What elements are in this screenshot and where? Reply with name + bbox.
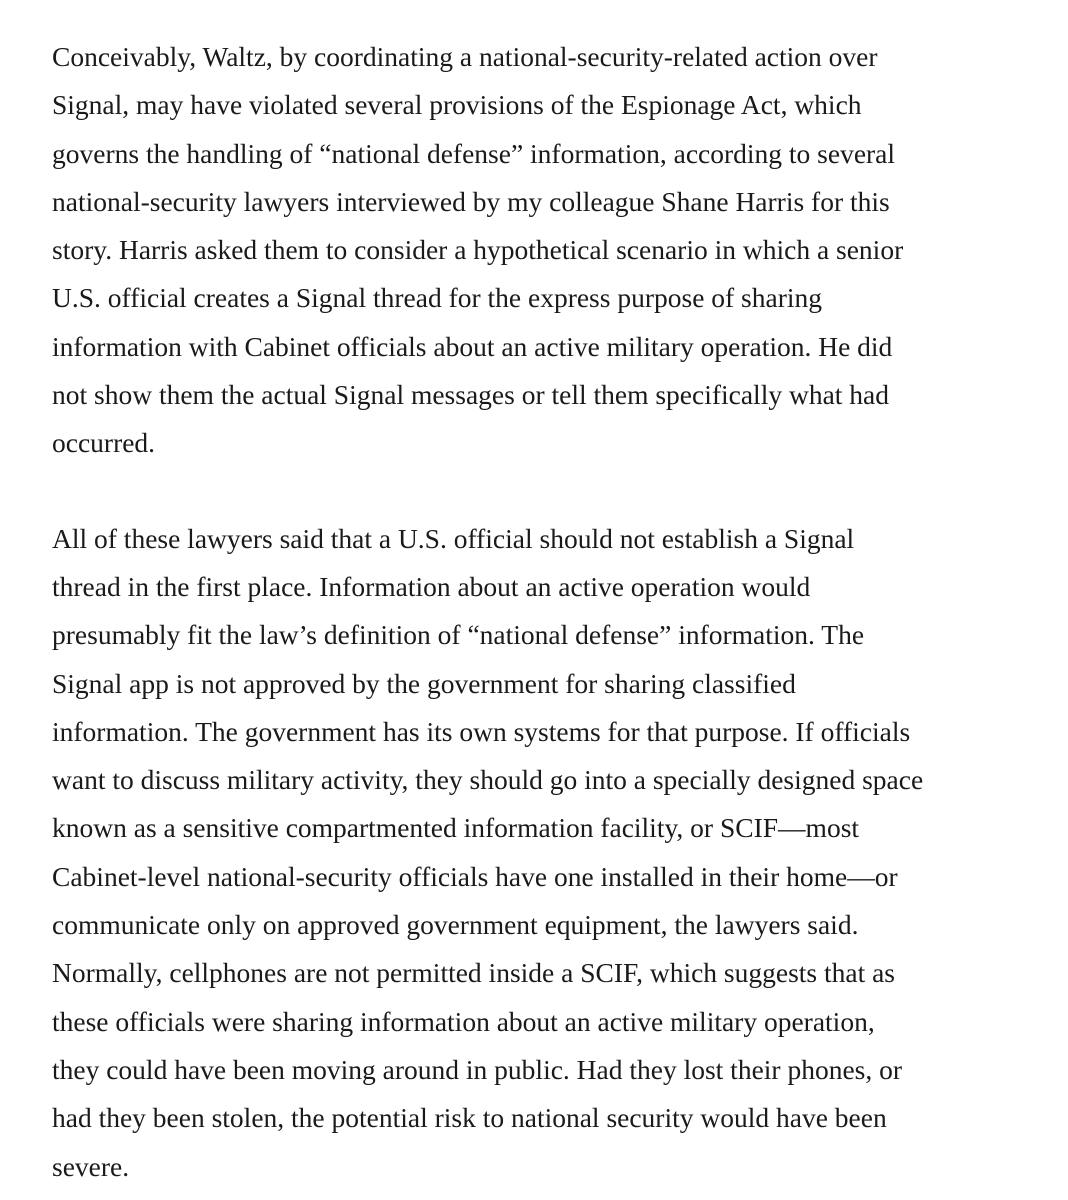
text-line: had they been stolen, the potential risk to national security would have been xyxy=(52,1102,887,1134)
text-line: information with Cabinet officials about an active military operation. He did xyxy=(52,330,893,362)
text-line: national-security lawyers interviewed by my colleague Shane Harris for this xyxy=(52,185,890,217)
text-line: story. Harris asked them to consider a hypothetical scenario in which a senior xyxy=(52,234,904,266)
article-body xyxy=(52,33,1042,1191)
text-line: Cabinet-level national-security officials have one installed in their home—or xyxy=(52,860,898,892)
text-line: information. The government has its own systems for that purpose. If officials xyxy=(52,715,911,747)
text-line: want to discuss military activity, they should go into a specially designed space xyxy=(52,764,924,796)
text-line: these officials were sharing information about an active military operation, xyxy=(52,1005,875,1037)
text-line: Signal app is not approved by the government for sharing classified xyxy=(52,667,796,699)
text-line: Signal, may have violated several provisions of the Espionage Act, which xyxy=(52,89,862,121)
paragraph-2 xyxy=(52,515,1042,1191)
text-line: Normally, cellphones are not permitted inside a SCIF, which suggests that as xyxy=(52,957,896,989)
text-line: not show them the actual Signal messages or tell them specifically what had xyxy=(52,379,890,411)
text-line: Conceivably, Waltz, by coordinating a national-security-related action over xyxy=(52,41,878,72)
paragraph-1 xyxy=(52,33,1042,468)
text-line: governs the handling of “national defense” information, according to several xyxy=(52,137,896,169)
text-line: presumably fit the law’s definition of “national defense” information. The xyxy=(52,619,865,651)
text-line: All of these lawyers said that a U.S. official should not establish a Signal xyxy=(52,522,855,554)
text-line: known as a sensitive compartmented information facility, or SCIF—most xyxy=(52,812,860,844)
text-line: severe. xyxy=(52,1150,130,1182)
text-line: thread in the first place. Information about an active operation would xyxy=(52,570,811,602)
text-line: U.S. official creates a Signal thread for the express purpose of sharing xyxy=(52,282,823,314)
text-line: they could have been moving around in public. Had they lost their phones, or xyxy=(52,1053,903,1085)
text-line: communicate only on approved government equipment, the lawyers said. xyxy=(52,909,859,941)
paragraph-spacer xyxy=(52,468,1042,515)
text-line: occurred. xyxy=(52,427,156,459)
